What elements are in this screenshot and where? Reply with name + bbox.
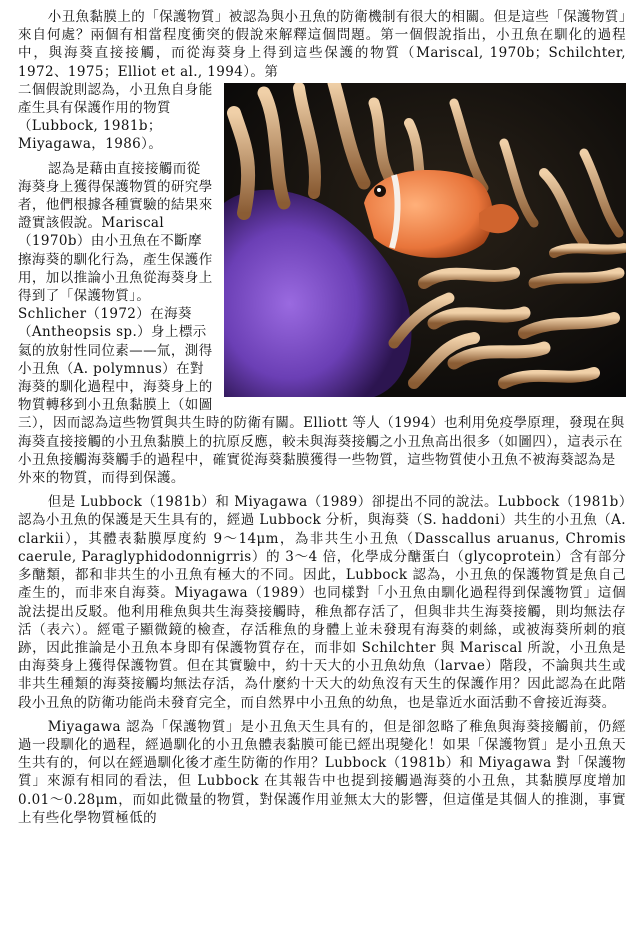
paragraph-4: Miyagawa 認為「保護物質」是小丑魚天生具有的，但是卻忽略了稚魚與海葵接觸前，仍經過一段馴化的過程，經過馴化的小丑魚體表黏膜可能已經出現變化！如果「保護物質」是小丑魚天生共有的，何以在經過馴化後才產生防衛的作用？Lubbock（1981b）和 Miyagawa 對「保護物質」來源有相同的看法，但 Lubbock 在其報告中也提到接觸過海葵的小丑魚，其黏膜厚度增加 0.01～0.28μm，而如此微量的物質，對保護作用並無太大的影響，但這僅是其個人的推測，事實上有些化學物質極低的 [18, 718, 626, 826]
paragraph-1-tail: 二個假說則認為，小丑魚自身能產生具有保護作用的物質（Lubbock, 1981b；Miyagawa，1986）。 [18, 81, 213, 153]
clownfish-anemone-illustration [224, 83, 626, 397]
paragraph-1-lead: 小丑魚黏膜上的「保護物質」被認為與小丑魚的防衛機制有很大的相關。但是這些「保護物質」來自何處？兩個有相當程度衝突的假說來解釋這個問題。第一個假說指出，小丑魚在馴化的過程中，與海葵直接接觸，而從海葵身上得到這些保護的物質（Mariscal, 1970b；Schilchter, 1972、1975；Elliot et al., 1994）。第 [18, 9, 626, 80]
clownfish-anemone-photo [224, 83, 626, 397]
paragraph-2: 認為是藉由直接接觸而從海葵身上獲得保護物質的研究學者，他們根據各種實驗的結果來證實該假說。Mariscal（1970b）由小丑魚在不斷摩擦海葵的馴化行為，產生保護作用，加以推論小丑魚從海葵身上得到了「保護物質」。Schlicher（1972）在海葵（Antheopsis sp.）身上標示氦的放射性同位素——氚，測得小丑魚（A. polymnus）在對海葵的馴化過程中，海葵身上的物質轉移到小丑魚黏膜上（如圖三），因而認為這些物質與共生時的防衛有關。Elliott 等人（1994）也利用免疫學原理，發現在與海葵直接接觸的小丑魚黏膜上的抗原反應，較未與海葵接觸之小丑魚高出很多（如圖四），這表示在小丑魚接觸海葵觸手的過程中，確實從海葵黏膜獲得一些物質，這些物質使小丑魚不被海葵認為是外來的物質，而得到保護。 [18, 160, 625, 487]
paragraph-3: 但是 Lubbock（1981b）和 Miyagawa（1989）卻提出不同的說法。Lubbock（1981b）認為小丑魚的保護是天生具有的，經過 Lubbock 分析，與海葵（S. haddoni）共生的小丑魚（A. clarkii），其體表黏膜厚度約 9～14μm，為非共生小丑魚（Dasscallus aruanus, Chromis caerule, Paraglyphidodonnigrris）的 3～4 倍，化學成分醣蛋白（glycoprotein）含有部分多醣類，都和非共生的小丑魚有極大的不同。因此，Lubbock 認為，小丑魚的保護物質是魚自己產生的，而非來自海葵。Miyagawa（1989）也同樣對「小丑魚由馴化過程得到保護物質」這個說法提出反駁。他利用稚魚與共生海葵接觸時，稚魚都存活了，但與非共生海葵接觸，則均無法存活（表六）。經電子顯微鏡的檢查，存活稚魚的身體上並未發現有海葵的刺絲，或被海葵所刺的痕跡，因此推論是小丑魚本身即有保護物質存在，而非如 Schilchter 與 Mariscal 所說，小丑魚是由海葵身上獲得保護物質。但在其實驗中，約十天大的小丑魚幼魚（larvae）階段，不論與共生或非共生種類的海葵接觸均無法存活，為什麼約十天大的幼魚沒有天生的保護作用？因此認為在此階段小丑魚的防衛功能尚未發育完全，而自然界中小丑魚的幼魚，也是靠近水面活動不會接近海葵。 [18, 494, 626, 711]
